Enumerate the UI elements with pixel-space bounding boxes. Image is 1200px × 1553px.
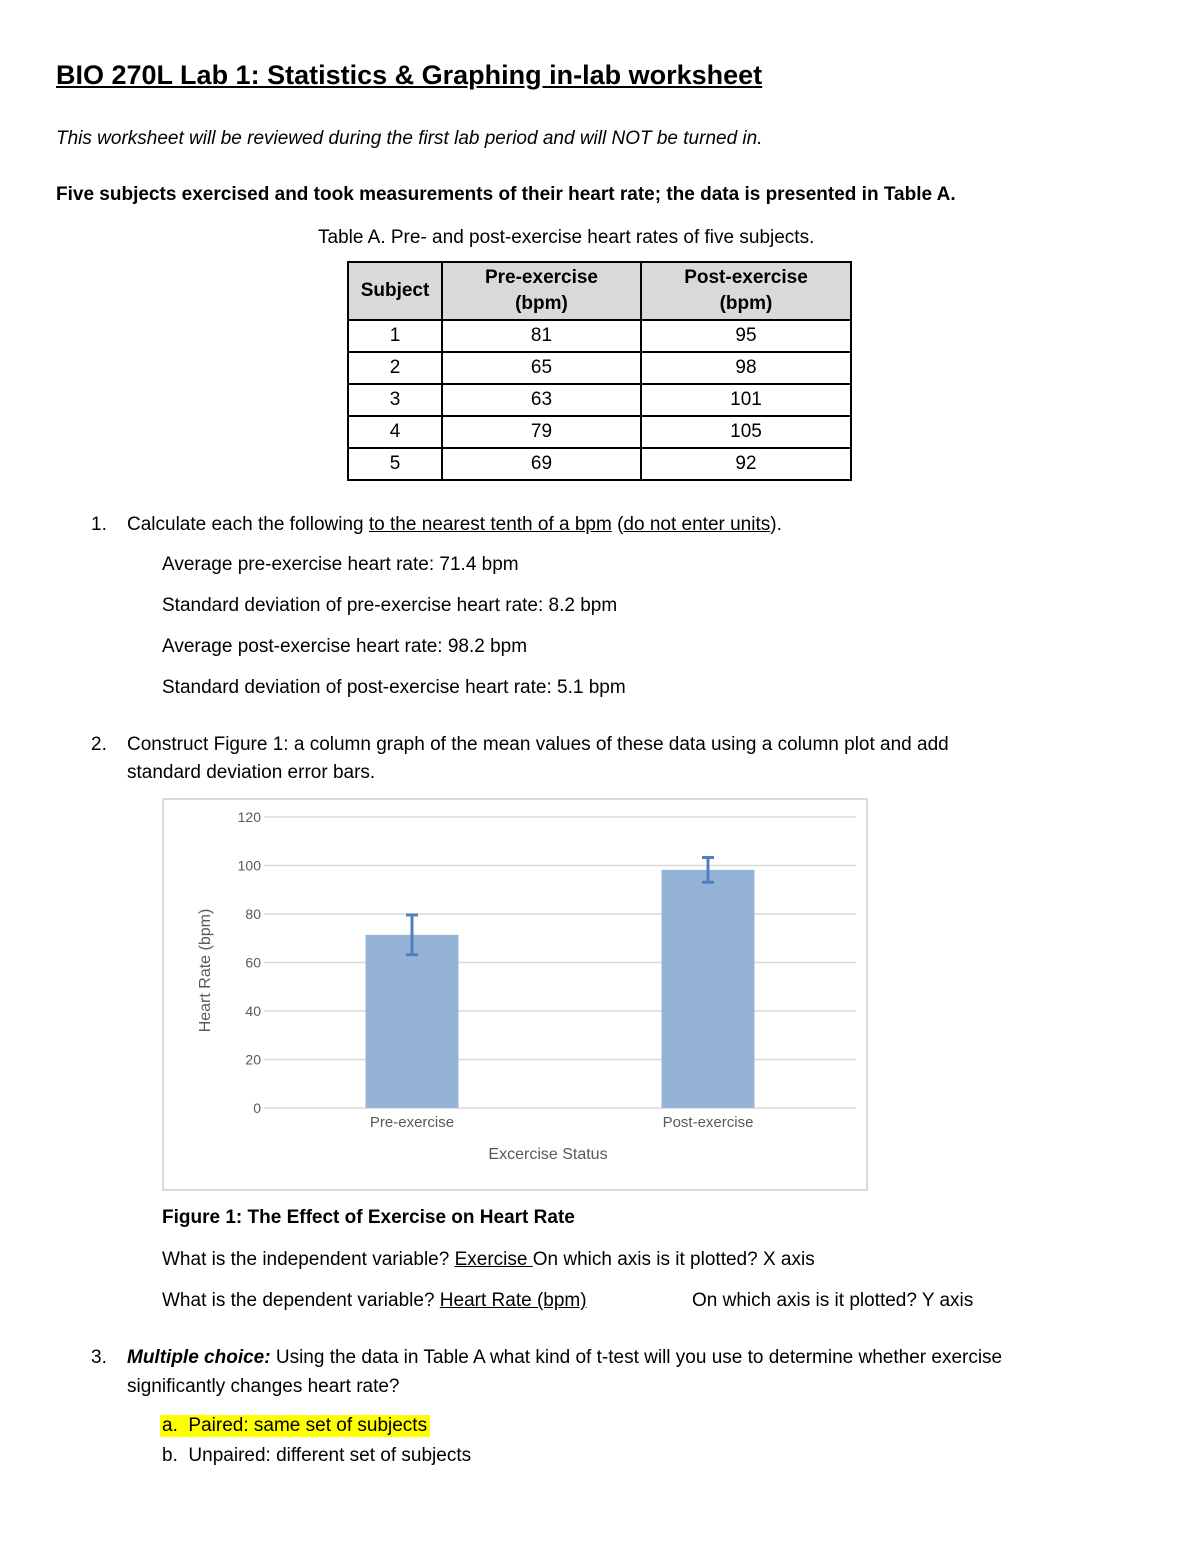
cell-pre: 79 [442, 416, 641, 448]
x-axis-title: Excercise Status [488, 1146, 608, 1163]
table-row [348, 320, 851, 352]
cell-pre: 63 [442, 384, 641, 416]
y-tick-label: 60 [245, 954, 261, 971]
answer-sd-post: Standard deviation of post-exercise heart rate: 5.1 bpm [162, 677, 626, 698]
cell-subject: 4 [348, 416, 442, 448]
cell-subject: 3 [348, 384, 442, 416]
answer-sd-pre: Standard deviation of pre-exercise heart rate: 8.2 bpm [162, 595, 618, 616]
table-header-row [348, 262, 851, 320]
y-axis-title: Heart Rate (bpm) [197, 908, 214, 1033]
question-1-text: Calculate each the following to the nearest tenth of a bpm (do not enter units). [127, 514, 782, 535]
cell-subject: 2 [348, 352, 442, 384]
answer-avg-pre: Average pre-exercise heart rate: 71.4 bpm [162, 554, 519, 575]
y-tick-label: 40 [245, 1003, 261, 1019]
y-tick-label: 0 [253, 1100, 261, 1116]
intro-text: This worksheet will be reviewed during the first lab period and will NOT be turned in. [56, 128, 763, 149]
table-row [348, 448, 851, 480]
cell-post: 92 [641, 448, 851, 480]
y-tick-label: 120 [237, 809, 261, 825]
question-3-number: 3. [91, 1347, 107, 1368]
answer-avg-post: Average post-exercise heart rate: 98.2 bpm [162, 636, 528, 657]
cell-pre: 81 [442, 320, 641, 352]
cell-pre: 69 [442, 448, 641, 480]
chart-svg [164, 800, 870, 1193]
cell-pre: 65 [442, 352, 641, 384]
header-subject: Subject [348, 262, 442, 320]
option-a: a. Paired: same set of subjects [160, 1415, 430, 1437]
y-tick-label: 80 [245, 906, 261, 922]
x-tick-label: Post-exercise [662, 1114, 754, 1131]
header-pre: Pre-exercise (bpm) [442, 262, 641, 320]
table-row [348, 416, 851, 448]
cell-post: 105 [641, 416, 851, 448]
question-2-number: 2. [91, 734, 107, 755]
question-2-line1: Construct Figure 1: a column graph of the mean values of these data using a column plot and add [127, 734, 949, 755]
cell-post: 95 [641, 320, 851, 352]
table-row [348, 352, 851, 384]
cell-post: 101 [641, 384, 851, 416]
figure-caption: Figure 1: The Effect of Exercise on Heart Rate [162, 1207, 575, 1228]
lead-text: Five subjects exercised and took measurements of their heart rate; the data is presented in Table A. [56, 184, 956, 205]
question-3-line1: Multiple choice: Using the data in Table A what kind of t-test will you use to determine whether exercise [127, 1347, 1003, 1368]
dependent-variable-line: What is the dependent variable? Heart Rate (bpm) [162, 1290, 587, 1311]
heart-rate-table [347, 261, 852, 481]
cell-post: 98 [641, 352, 851, 384]
x-tick-label: Pre-exercise [369, 1114, 455, 1131]
option-b: b. Unpaired: different set of subjects [162, 1445, 472, 1466]
independent-variable-line: What is the independent variable? Exercise On which axis is it plotted? X axis [162, 1249, 815, 1270]
table-row [348, 384, 851, 416]
bar [662, 870, 755, 1108]
y-tick-label: 20 [245, 1051, 261, 1068]
question-2-line2: standard deviation error bars. [127, 762, 376, 783]
page-title: BIO 270L Lab 1: Statistics & Graphing in-lab worksheet [56, 60, 763, 90]
cell-subject: 5 [348, 448, 442, 480]
y-tick-label: 100 [237, 857, 261, 874]
header-post: Post-exercise (bpm) [641, 262, 851, 320]
question-3-line2: significantly changes heart rate? [127, 1376, 400, 1397]
table-caption: Table A. Pre- and post-exercise heart rates of five subjects. [318, 227, 815, 248]
dependent-axis-answer: On which axis is it plotted? Y axis [692, 1290, 974, 1311]
question-1-number: 1. [91, 514, 107, 535]
cell-subject: 1 [348, 320, 442, 352]
figure-1-chart [162, 798, 868, 1191]
bar [366, 935, 459, 1108]
